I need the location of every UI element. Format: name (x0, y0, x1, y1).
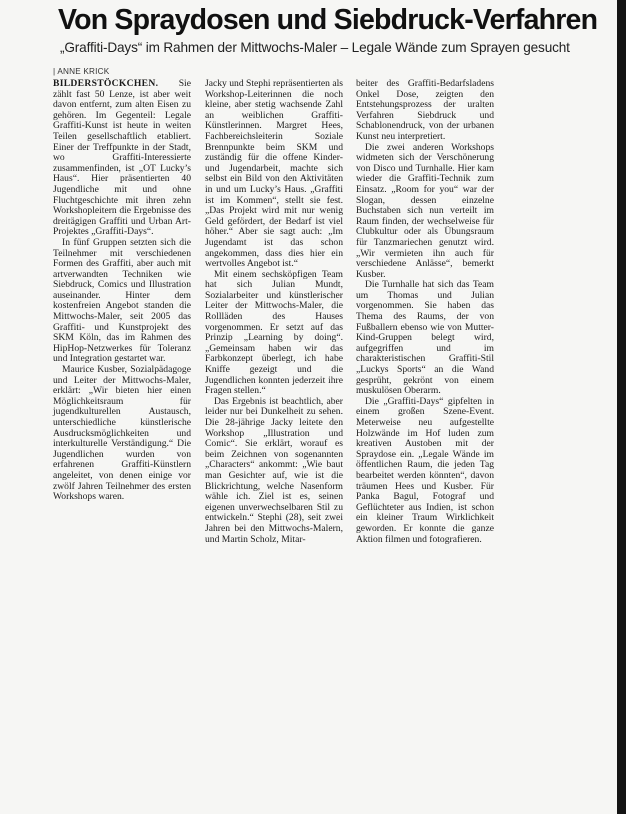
paragraph: Maurice Kusber, Sozialpädagoge und Leiter der Mittwochs-Maler, erklärt: „Wir bieten hier einen Möglichkeitsraum für jugendkulturellen Austausch, unterschiedliche künstlerische Ausdrucksmöglichkeiten und interkulturelle Verständigung.“ Die Jugendlichen wurden von erfahrenen Graffiti-Künstlern angeleitet, von denen einige vor zwölf Jahren Teilnehmer des ersten Workshops waren. (53, 364, 191, 503)
article-column-3 (356, 79, 494, 545)
paragraph (53, 79, 191, 238)
paragraph: In fünf Gruppen setzten sich die Teilnehmer mit verschiedenen Formen des Graffiti, aber auch mit artverwandten Techniken wie Siebdruck, Comics und Illustration auseinander. Hinter dem kostenfreien Angebot standen die Mittwochs-Maler, seit 2005 das Graffiti- und Kunstprojekt des SKM Köln, das im Rahmen des HipHop-Netzwerkes für Toleranz und Integration gestartet war. (53, 236, 191, 365)
headline: Von Spraydosen und Siebdruck-Verfahren (58, 4, 598, 36)
paragraph: Jacky und Stephi repräsentierten als Workshop-Leiterinnen die noch kleine, aber stetig wachsende Zahl an weiblichen Graffiti-Künstlerinnen. Margret Hees, Fachbereichsleiterin Soziale Brennpunkte beim SKM und zuständig für die offene Kinder- und Jugendarbeit, machte sich selbst ein Bild von den Aktivitäten in und um Lucky’s Haus. „Graffiti ist im Kommen“, stellt sie fest. „Das Projekt wird mit nur wenig Geld gefördert, der Bedarf ist viel höher.“ Aber sie sagt auch: „Im Jugendamt ist das schon angekommen, dass dies hier ein wertvolles Angebot ist.“ (205, 78, 343, 270)
paragraph: Die „Graffiti-Days“ gipfelten in einem großen Szene-Event. Meterweise neu aufgestellte Holzwände im Hof luden zum kreativen Austoben mit der Spraydose ein. „Legale Wände im öffentlichen Raum, die jeden Tag bearbeitet werden könnten“, davon träumen Hees und Kusber. Für Panka Bagul, Fotograf und Geflüchteter aus Indien, ist schon ein kleiner Traum Wirklichkeit geworden. Er konnte die ganze Aktion filmen und fotografieren. (356, 395, 494, 545)
paragraph: Die zwei anderen Workshops widmeten sich der Verschönerung von Disco und Turnhalle. Hier kam wieder die Graffiti-Technik zum Einsatz. „Room for you“ war der Slogan, dessen einzelne Buchstaben sich nun verteilt im Raum finden, der wechselweise für Clubkultur oder als Übungsraum für Tanzmariechen genutzt wird. „Wir vermieten ihn auch für verschiedene Anlässe“, bemerkt Kusber. (356, 141, 494, 280)
paragraph: Die Turnhalle hat sich das Team um Thomas und Julian vorgenommen. Sie haben das Thema des Raums, der von Fußballern ebenso wie von Mutter-Kind-Gruppen belegt wird, aufgegriffen und im charakteristischen Graffiti-Stil „Luckys Sports“ an die Wand gesprüht, gekrönt von einem muskulösen Oberarm. (356, 279, 494, 397)
dateline: BILDERSTÖCKCHEN. (53, 78, 159, 89)
paragraph: Das Ergebnis ist beachtlich, aber leider nur bei Dunkelheit zu sehen. Die 28-jährige Jacky leitete den Workshop „Illustration und Comic“. Sie erklärt, worauf es beim Zeichnen von sogenannten „Characters“ ankommt: „Wie baut man Gesichter auf, wie ist die Blickrichtung, welche Nasenform wähle ich. Ziel ist es, seinen eigenen unverwechselbaren Stil zu entwickeln.“ Stephi (28), seit zwei Jahren bei den Mittwochs-Malern, und Martin Scholz, Mitar- (205, 395, 343, 545)
subheadline: „Graffiti-Days“ im Rahmen der Mittwochs-Maler – Legale Wände zum Sprayen gesucht (60, 40, 570, 55)
page-edge (617, 0, 626, 814)
paragraph: Mit einem sechsköpfigen Team hat sich Julian Mundt, Sozialarbeiter und künstlerischer Leiter der Mittwochs-Maler, die Rollläden des Hauses vorgenommen. Er setzt auf das Prinzip „Learning by doing“. „Gemeinsam haben wir das Farbkonzept überlegt, ich habe Kniffe gezeigt und die Jugendlichen konnten jederzeit ihre Fragen stellen.“ (205, 268, 343, 397)
paragraph-text: Sie zählt fast 50 Lenze, ist aber weit davon entfernt, zum alten Eisen zu gehören. Im Gegenteil: Legale Graffiti-Kunst ist heute in weiten Teilen gesellschaftlich etabliert. Einer der Treffpunkte in der Stadt, wo Graffiti-Interessierte zusammenfinden, ist „OT Lucky’s Haus“. Hier präsentierten 40 Jugendliche mit und ohne Fluchtgeschichte mit ihren zehn Workshopleitern die Ergebnisse des dreitägigen Graffiti und Urban Art-Projektes „Graffiti-Days“. (53, 78, 191, 238)
paragraph: beiter des Graffiti-Bedarfsladens Onkel Dose, zeigten den Entstehungsprozess der uralten Verfahren Siebdruck und Schablonendruck, von der urbanen Kunst neu interpretiert. (356, 78, 494, 142)
article-column-2 (205, 79, 343, 545)
article-column-1 (53, 79, 191, 503)
byline: | ANNE KRICK (53, 67, 110, 76)
